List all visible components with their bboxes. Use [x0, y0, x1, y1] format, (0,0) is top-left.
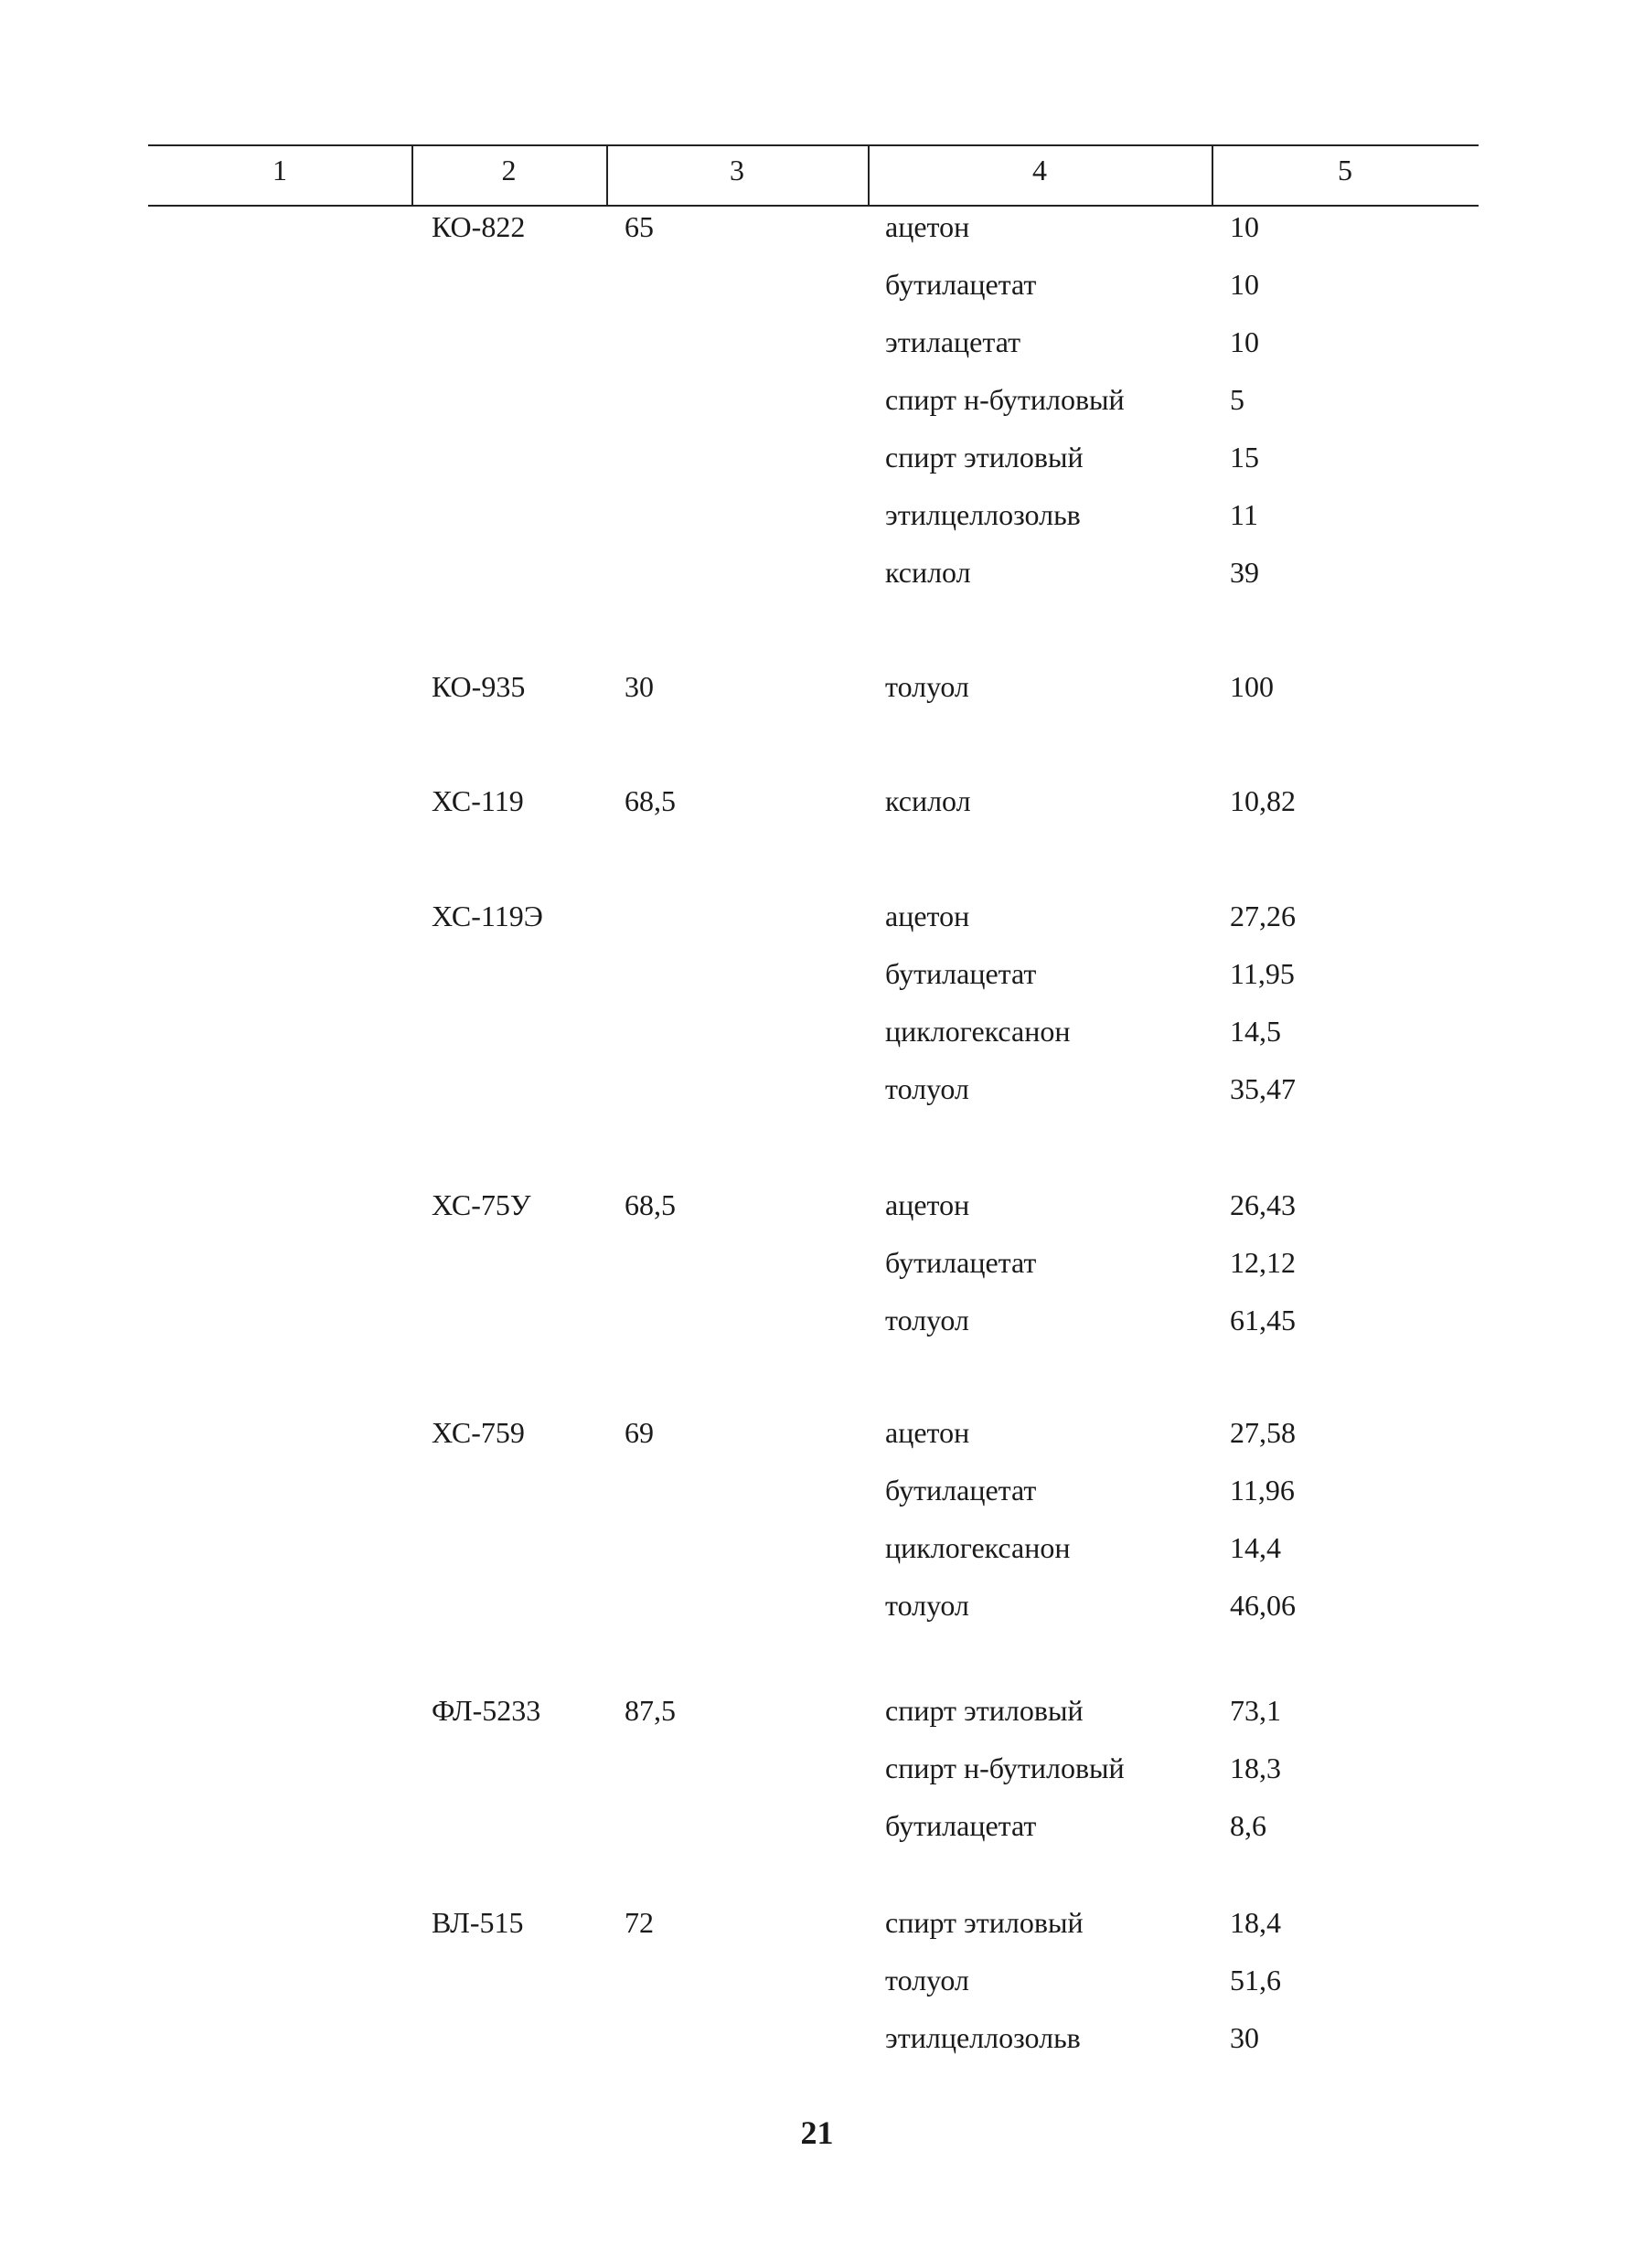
- material-brand: КО-822: [432, 210, 526, 243]
- solvent-amount: 15: [1230, 441, 1259, 474]
- material-value: 68,5: [625, 1188, 676, 1221]
- solvent-name: ацетон: [885, 900, 970, 932]
- solvent-name: ацетон: [885, 1416, 970, 1449]
- solvent-amount: 39: [1230, 556, 1259, 589]
- solvent-name: циклогексанон: [885, 1015, 1071, 1048]
- solvent-amount: 27,26: [1230, 900, 1296, 932]
- column-number: 2: [501, 154, 517, 186]
- solvent-name: бутилацетат: [885, 1474, 1037, 1507]
- solvent-amount: 46,06: [1230, 1589, 1296, 1622]
- solvent-amount: 11: [1230, 498, 1258, 531]
- solvent-amount: 18,4: [1230, 1906, 1281, 1939]
- solvent-amount: 10: [1230, 268, 1259, 301]
- solvent-amount: 10: [1230, 210, 1259, 243]
- solvent-name: бутилацетат: [885, 957, 1037, 990]
- solvent-amount: 8,6: [1230, 1809, 1266, 1842]
- material-value: 69: [625, 1416, 654, 1449]
- solvent-amount: 51,6: [1230, 1964, 1281, 1996]
- material-brand: ВЛ-515: [432, 1906, 524, 1939]
- solvent-name: толуол: [885, 1304, 969, 1336]
- solvent-amount: 27,58: [1230, 1416, 1296, 1449]
- material-value: 87,5: [625, 1694, 676, 1727]
- solvent-amount: 26,43: [1230, 1188, 1296, 1221]
- solvent-amount: 18,3: [1230, 1752, 1281, 1784]
- table-header: [148, 144, 1479, 207]
- solvent-amount: 35,47: [1230, 1072, 1296, 1105]
- solvent-amount: 14,4: [1230, 1531, 1281, 1564]
- solvent-name: бутилацетат: [885, 268, 1037, 301]
- solvent-name: бутилацетат: [885, 1809, 1037, 1842]
- solvent-name: этилацетат: [885, 325, 1021, 358]
- solvent-amount: 5: [1230, 383, 1244, 416]
- solvent-name: спирт н-бутиловый: [885, 1752, 1125, 1784]
- solvent-amount: 73,1: [1230, 1694, 1281, 1727]
- solvent-amount: 61,45: [1230, 1304, 1296, 1336]
- material-value: 72: [625, 1906, 654, 1939]
- material-brand: ХС-759: [432, 1416, 525, 1449]
- solvent-amount: 12,12: [1230, 1246, 1296, 1279]
- column-number: 4: [1032, 154, 1047, 186]
- material-brand: ФЛ-5233: [432, 1694, 541, 1727]
- material-brand: ХС-119: [432, 784, 524, 817]
- material-value: 30: [625, 670, 654, 703]
- page-number: 21: [800, 2114, 834, 2151]
- solvent-amount: 10,82: [1230, 784, 1296, 817]
- material-value: 68,5: [625, 784, 676, 817]
- solvent-name: толуол: [885, 670, 969, 703]
- solvent-amount: 30: [1230, 2021, 1259, 2054]
- header-bottom-rule: [148, 205, 1479, 207]
- solvent-name: спирт этиловый: [885, 441, 1084, 474]
- column-number: 5: [1338, 154, 1352, 186]
- solvent-amount: 10: [1230, 325, 1259, 358]
- solvent-name: толуол: [885, 1964, 969, 1996]
- solvent-name: этилцеллозольв: [885, 2021, 1081, 2054]
- solvent-name: спирт н-бутиловый: [885, 383, 1125, 416]
- solvent-name: спирт этиловый: [885, 1694, 1084, 1727]
- solvent-amount: 14,5: [1230, 1015, 1281, 1048]
- material-brand: КО-935: [432, 670, 526, 703]
- solvent-name: спирт этиловый: [885, 1906, 1084, 1939]
- material-brand: ХС-119Э: [432, 900, 543, 932]
- solvent-name: толуол: [885, 1589, 969, 1622]
- solvent-name: толуол: [885, 1072, 969, 1105]
- solvent-name: ацетон: [885, 210, 970, 243]
- solvent-amount: 11,96: [1230, 1474, 1295, 1507]
- header-top-rule: [148, 144, 1479, 146]
- solvent-amount: 11,95: [1230, 957, 1295, 990]
- solvent-name: ксилол: [885, 784, 971, 817]
- solvent-name: этилцеллозольв: [885, 498, 1081, 531]
- column-number: 1: [272, 154, 287, 186]
- solvent-name: циклогексанон: [885, 1531, 1071, 1564]
- solvent-name: ацетон: [885, 1188, 970, 1221]
- solvent-name: бутилацетат: [885, 1246, 1037, 1279]
- column-number: 3: [730, 154, 744, 186]
- material-value: 65: [625, 210, 654, 243]
- material-brand: ХС-75У: [432, 1188, 531, 1221]
- solvent-amount: 100: [1230, 670, 1274, 703]
- solvent-name: ксилол: [885, 556, 971, 589]
